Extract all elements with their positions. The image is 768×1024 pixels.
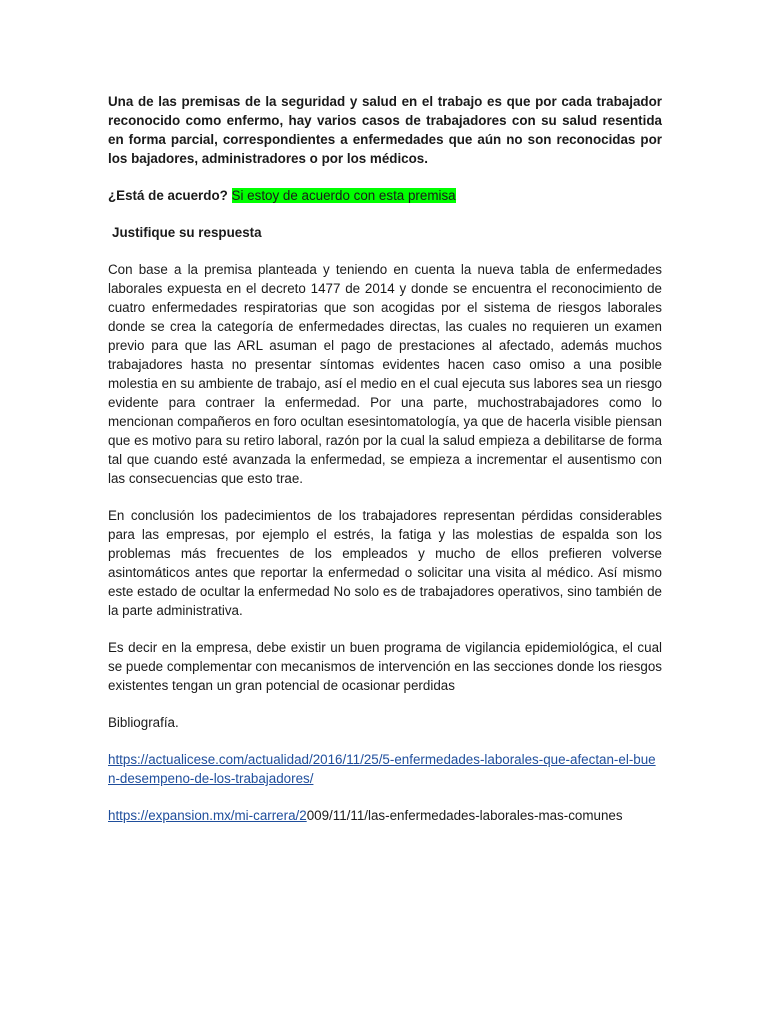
question-line — [108, 186, 662, 205]
reference-2 — [108, 806, 662, 825]
answer-highlight: Si estoy de acuerdo con esta premisa — [231, 188, 456, 203]
question-label: ¿Está de acuerdo? — [108, 188, 228, 203]
document-page — [108, 92, 662, 843]
body-paragraph-2: En conclusión los padecimientos de los trabajadores representan pérdidas considerables para las empresas, por ejemplo el estrés, la fatiga y las molestias de espalda son los problemas más frecuentes de los empleados y mucho de ellos prefieren volverse asintomáticos antes que reportar la enfermedad o solicitar una visita al médico. Así mismo este estado de ocultar la enfermedad No solo es de trabajadores operativos, sino también de la parte administrativa. — [108, 508, 662, 618]
premise-paragraph: Una de las premisas de la seguridad y salud en el trabajo es que por cada trabajador reconocido como enfermo, hay varios casos de trabajadores con su salud resentida en forma parcial, correspondientes a enfermedades que aún no son reconocidas por los bajadores, administradores o por los médicos. — [108, 94, 662, 166]
reference-1 — [108, 750, 662, 788]
justify-heading: Justifique su respuesta — [112, 225, 262, 240]
body-paragraph-1: Con base a la premisa planteada y teniendo en cuenta la nueva tabla de enfermedades laborales expuesta en el decreto 1477 de 2014 y donde se encuentra el reconocimiento de cuatro enfermedades respiratorias que son acogidas por el sistema de riesgos laborales donde se crea la categoría de enfermedades directas, las cuales no requieren un examen previo para que las ARL asuman el pago de prestaciones al afectado, además muchos trabajadores hasta no presentar síntomas evidentes hacen caso omiso a una posible molestia en su ambiente de trabajo, así el medio en el cual ejecuta sus labores sea un riesgo evidente para contraer la enfermedad. Por una parte, muchostrabajadores como lo mencionan compañeros en foro ocultan esesintomatología, ya que de hacerla visible piensan que es motivo para su retiro laboral, razón por la cual la salud empieza a debilitarse de forma tal que cuando esté avanzada la enfermedad, se empieza a incrementar el ausentismo con las consecuencias que esto trae. — [108, 262, 662, 486]
reference-2-rest: 009/11/11/las-enfermedades-laborales-mas-comunes — [306, 808, 623, 823]
bibliography-heading: Bibliografía. — [108, 715, 179, 730]
reference-link-1[interactable]: https://actualicese.com/actualidad/2016/11/25/5-enfermedades-laborales-que-afectan-el-buen-desempeno-de-los-trabajadores/ — [108, 752, 656, 786]
body-paragraph-3: Es decir en la empresa, debe existir un buen programa de vigilancia epidemiológica, el cual se puede complementar con mecanismos de intervención en las secciones donde los riesgos existentes tengan un gran potencial de ocasionar perdidas — [108, 640, 662, 693]
reference-link-2[interactable]: https://expansion.mx/mi-carrera/2 — [108, 808, 307, 823]
